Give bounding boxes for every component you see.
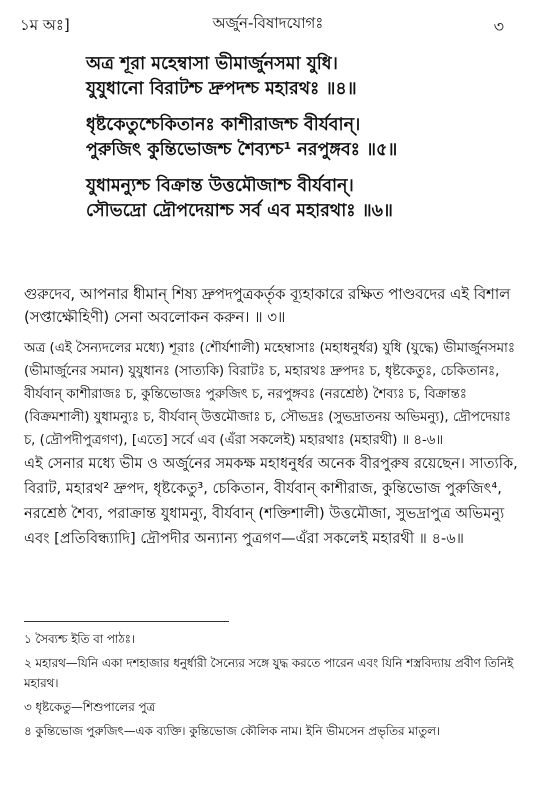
verse-line: সৌভদ্রো দ্রৌপদেয়াশ্চ সর্ব এব মহারথাঃ ॥৬॥ — [86, 201, 393, 221]
verse-4 — [86, 52, 526, 102]
footnote: ১ সৈব্যশ্চ ইতি বা পাঠঃ। — [24, 632, 136, 646]
word-meaning-block — [24, 337, 520, 452]
footnote: ৩ ধৃষ্টকেতু—শিশুপালের পুত্র — [24, 700, 156, 714]
translation-block — [24, 283, 520, 329]
chapter-mark: ১ম অঃ] — [20, 16, 70, 34]
sanskrit-verses — [86, 52, 526, 235]
verse-line: যুযুধানো বিরাটশ্চ দ্রুপদশ্চ মহারথঃ ॥৪॥ — [86, 79, 357, 99]
footnote: ২ মহারথ—যিনি একা দশহাজার ধনুর্ধারী সৈন্যের সঙ্গে যুদ্ধ করতে পারেন এবং যিনি শস্ত্রবিদ্যায় প্রবীণ তিনিই মহারথ। — [24, 656, 514, 690]
page-number: ৩ — [493, 17, 504, 36]
translation-text: গুরুদেব, আপনার ধীমান্‌ শিষ্য দ্রুপদপুত্রকর্তৃক ব্যূহাকারে রক্ষিত পাণ্ডবদের এই বিশাল (সপ্তাক্ষৌহিণী) সেনা অবলোকন করুন। ॥ ৩॥ — [24, 286, 511, 326]
verse-line: অত্র শূরা মহেম্বাসা ভীমার্জুনসমা যুধি। — [86, 54, 338, 74]
verse-line: যুধামন্যুশ্চ বিক্রান্ত উত্তমৌজাশ্চ বীর্যবান্। — [86, 176, 354, 196]
purport-text: এই সেনার মধ্যে ভীম ও অর্জুনের সমকক্ষ মহাধনুর্ধর অনেক বীরপুরুষ রয়েছেন। সাত্যকি, বিরাট, মহারথ² দ্রুপদ, ধৃষ্টকেতু³, চেকিতান, বীর্যবান্‌ কাশীরাজ, কুন্তিভোজ পুরুজিৎ⁴, নরশ্রেষ্ঠ শৈব্য, পরাক্রান্ত যুধামন্যু, বীর্যবান্‌ (শক্তিশালী) উত্তমৌজা, সুভদ্রাপুত্র অভিমন্যু এবং [প্রতিবিন্ধ্যাদি] দ্রৌপদীর অন্যান্য পুত্রগণ—এঁরা সকলেই মহারথী ॥ ৪-৬॥ — [24, 455, 518, 547]
chapter-title: অর্জুন-বিষাদযোগঃ — [212, 14, 324, 32]
verse-line: পুরুজিৎ কুন্তিভোজশ্চ শৈব্যশ্চ¹ নরপুঙ্গবঃ ॥৫॥ — [86, 140, 398, 160]
word-meaning-text: অত্র (এই সৈন্যদলের মধ্যে) শূরাঃ (শৌর্যশালী) মহেম্বাসাঃ (মহাধনুর্ধর) যুধি (যুদ্ধে) ভীমার্জুনসমাঃ (ভীমার্জুনের সমান) যুযুধানঃ (সাত্যকি) বিরাটঃ চ, মহারথঃ দ্রুপদঃ চ, ধৃষ্টকেতুঃ, চেকিতানঃ, বীর্যবান্‌ কাশীরাজঃ চ, কুন্তিভোজঃ পুরুজিৎ চ, নরপুঙ্গবঃ (নরশ্রেষ্ঠ) শৈব্যঃ চ, বিক্রান্তঃ (বিক্রমশালী) যুধামন্যুঃ চ, বীর্যবান্‌ উত্তমৌজাঃ চ, সৌভদ্রঃ (সুভদ্রাতনয় অভিমন্যু), দ্রৌপদেয়াঃ চ, (দ্রৌপদীপুত্রগণ), [এতে] সর্বে এব (এঁরা সকলেই) মহারথাঃ (মহারথী) ॥ ৪-৬॥ — [24, 341, 515, 448]
footnote: ৪ কুন্তিভোজ পুরুজিৎ—এক ব্যক্তি। কুন্তিভোজ কৌলিক নাম। ইনি ভীমসেন প্রভৃতির মাতুল। — [24, 724, 441, 738]
purport-block — [24, 451, 520, 551]
footnote-divider — [24, 621, 229, 622]
verse-6 — [86, 174, 526, 224]
verse-5 — [86, 113, 526, 163]
footnotes — [24, 629, 524, 745]
verse-line: ধৃষ্টকেতুশ্চেকিতানঃ কাশীরাজশ্চ বীর্যবান্। — [86, 115, 361, 135]
